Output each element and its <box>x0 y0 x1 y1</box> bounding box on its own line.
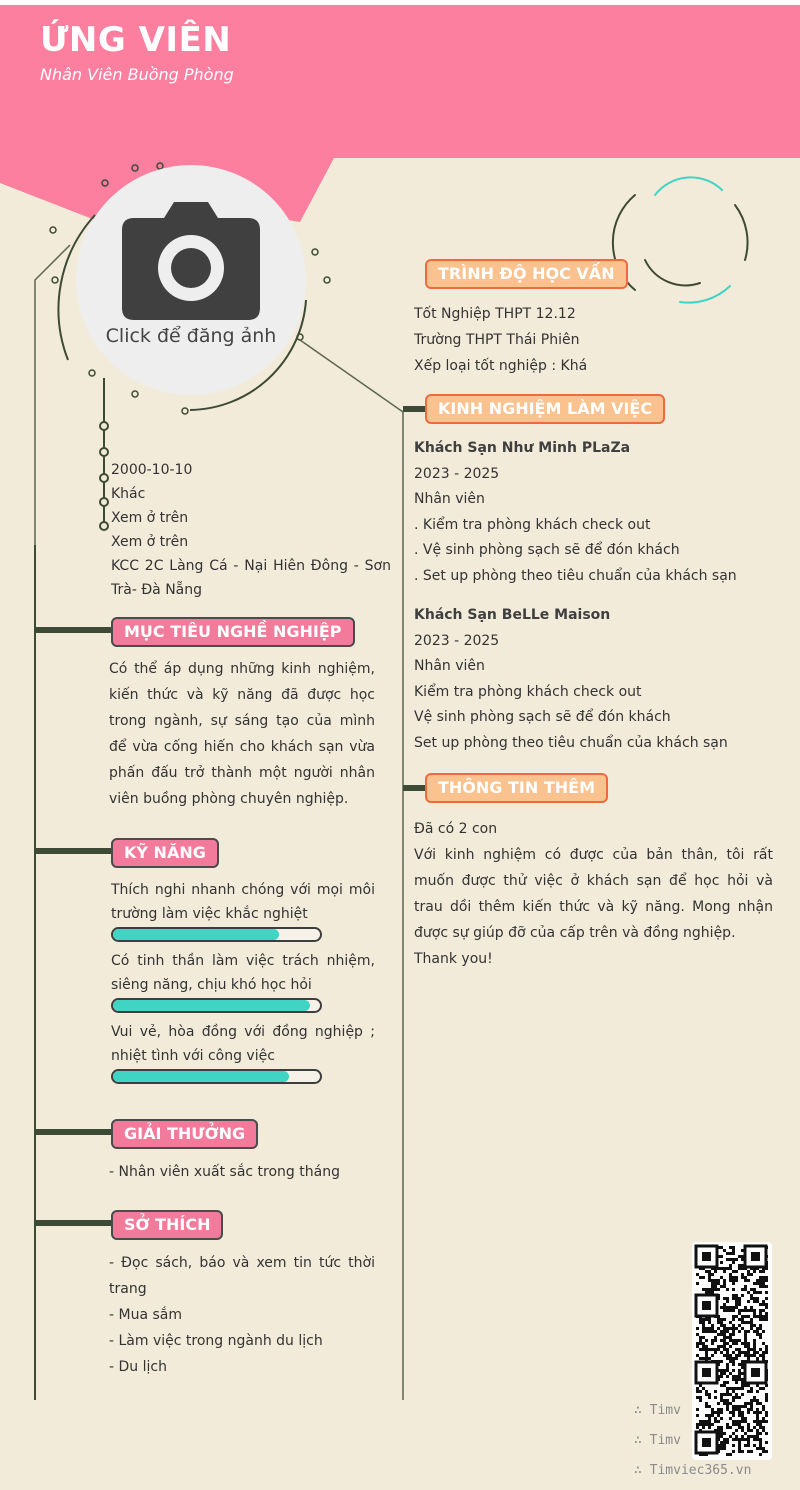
education-info <box>414 301 774 379</box>
education-line: Xếp loại tốt nghiệp : Khá <box>414 358 588 374</box>
education-line: Tốt Nghiệp THPT 12.12 <box>414 306 576 322</box>
address: KCC 2C Làng Cá - Nại Hiên Đông - Sơn Trà- Đà Nẵng <box>111 558 391 598</box>
skill-bar-fill <box>113 1000 310 1011</box>
hobby-item: - Đọc sách, báo và xem tin tức thời trang <box>109 1255 375 1297</box>
job-company: Khách Sạn BeLLe Maison <box>414 607 611 623</box>
skill-bar <box>111 927 322 942</box>
skill-text: Có tinh thần làm việc trách nhiệm, siêng năng, chịu khó học hỏi <box>111 953 375 993</box>
skill-bar <box>111 1069 322 1084</box>
job-task: . Set up phòng theo tiêu chuẩn của khách sạn <box>414 567 737 584</box>
skill-text: Thích nghi nhanh chóng với mọi môi trường làm việc khắc nghiệt <box>111 882 375 922</box>
qr-code-icon <box>692 1242 772 1460</box>
email: Xem ở trên <box>111 534 189 550</box>
skill-text: Vui vẻ, hòa đồng với đồng nghiệp ; nhiệt tình với công việc <box>111 1024 375 1064</box>
phone: Xem ở trên <box>111 510 189 526</box>
section-title-more-info: THÔNG TIN THÊM <box>425 773 608 803</box>
job-task: Vệ sinh phòng sạch sẽ để đón khách <box>414 709 671 725</box>
personal-info <box>111 458 391 602</box>
job-period: 2023 - 2025 <box>414 632 500 649</box>
camera-icon <box>122 200 260 320</box>
job-task: Set up phòng theo tiêu chuẩn của khách sạn <box>414 734 728 751</box>
more-info-line: Với kinh nghiệm có được của bản thân, tôi rất muốn được thử việc ở khách sạn để học hỏi và trau dồi thêm kiến thức và kỹ năng. Mong nhận được sự giúp đỡ của cấp trên và đồng nghiệp. <box>414 847 773 941</box>
candidate-name: ỨNG VIÊN <box>40 20 232 60</box>
job-position: Nhân Viên Buồng Phòng <box>40 65 234 84</box>
section-title-hobbies: SỞ THÍCH <box>111 1210 223 1240</box>
award-item: - Nhân viên xuất sắc trong tháng <box>109 1164 340 1180</box>
job-role: Nhân viên <box>414 491 485 507</box>
section-title-education: TRÌNH ĐỘ HỌC VẤN <box>425 259 628 289</box>
hobby-item: - Mua sắm <box>109 1307 182 1323</box>
experience-list <box>414 436 774 756</box>
job-period: 2023 - 2025 <box>414 465 500 482</box>
job-company: Khách Sạn Như Minh PLaZa <box>414 440 631 456</box>
job-role: Nhân viên <box>414 658 485 674</box>
section-title-skills: KỸ NĂNG <box>111 838 219 868</box>
watermark: ∴ Timv <box>634 1433 681 1448</box>
more-info-text <box>414 816 773 972</box>
awards-list <box>109 1159 375 1185</box>
section-title-awards: GIẢI THƯỞNG <box>111 1119 258 1149</box>
skill-bar-fill <box>113 1071 289 1082</box>
skills-list <box>111 878 375 1091</box>
avatar-upload-label: Click để đăng ảnh <box>105 325 277 347</box>
hobby-item: - Du lịch <box>109 1359 167 1375</box>
job-task: Kiểm tra phòng khách check out <box>414 683 642 700</box>
birthday: 2000-10-10 <box>111 462 193 478</box>
watermark: ∴ Timv <box>634 1403 681 1418</box>
education-line: Trường THPT Thái Phiên <box>414 332 580 348</box>
objective-text: Có thể áp dụng những kinh nghiệm, kiến thức và kỹ năng đã được học trong ngành, sự sáng tạo của mình để vừa cống hiến cho khách sạn vừa phấn đấu trở thành một người nhân viên buồng phòng chuyên nghiệp. <box>109 661 375 807</box>
section-title-objective: MỤC TIÊU NGHỀ NGHIỆP <box>111 617 355 647</box>
watermark: ∴ Timviec365.vn <box>634 1463 752 1478</box>
job-task: . Kiểm tra phòng khách check out <box>414 516 651 533</box>
qr-code <box>692 1242 772 1460</box>
more-info-line: Đã có 2 con <box>414 821 498 837</box>
gender: Khác <box>111 486 146 502</box>
avatar-upload[interactable] <box>76 165 306 395</box>
skill-bar-fill <box>113 929 279 940</box>
hobbies-list <box>109 1250 375 1380</box>
section-title-experience: KINH NGHIỆM LÀM VIỆC <box>425 394 665 424</box>
more-info-line: Thank you! <box>414 951 493 967</box>
skill-bar <box>111 998 322 1013</box>
hobby-item: - Làm việc trong ngành du lịch <box>109 1333 323 1349</box>
job-task: . Vệ sinh phòng sạch sẽ để đón khách <box>414 542 680 558</box>
